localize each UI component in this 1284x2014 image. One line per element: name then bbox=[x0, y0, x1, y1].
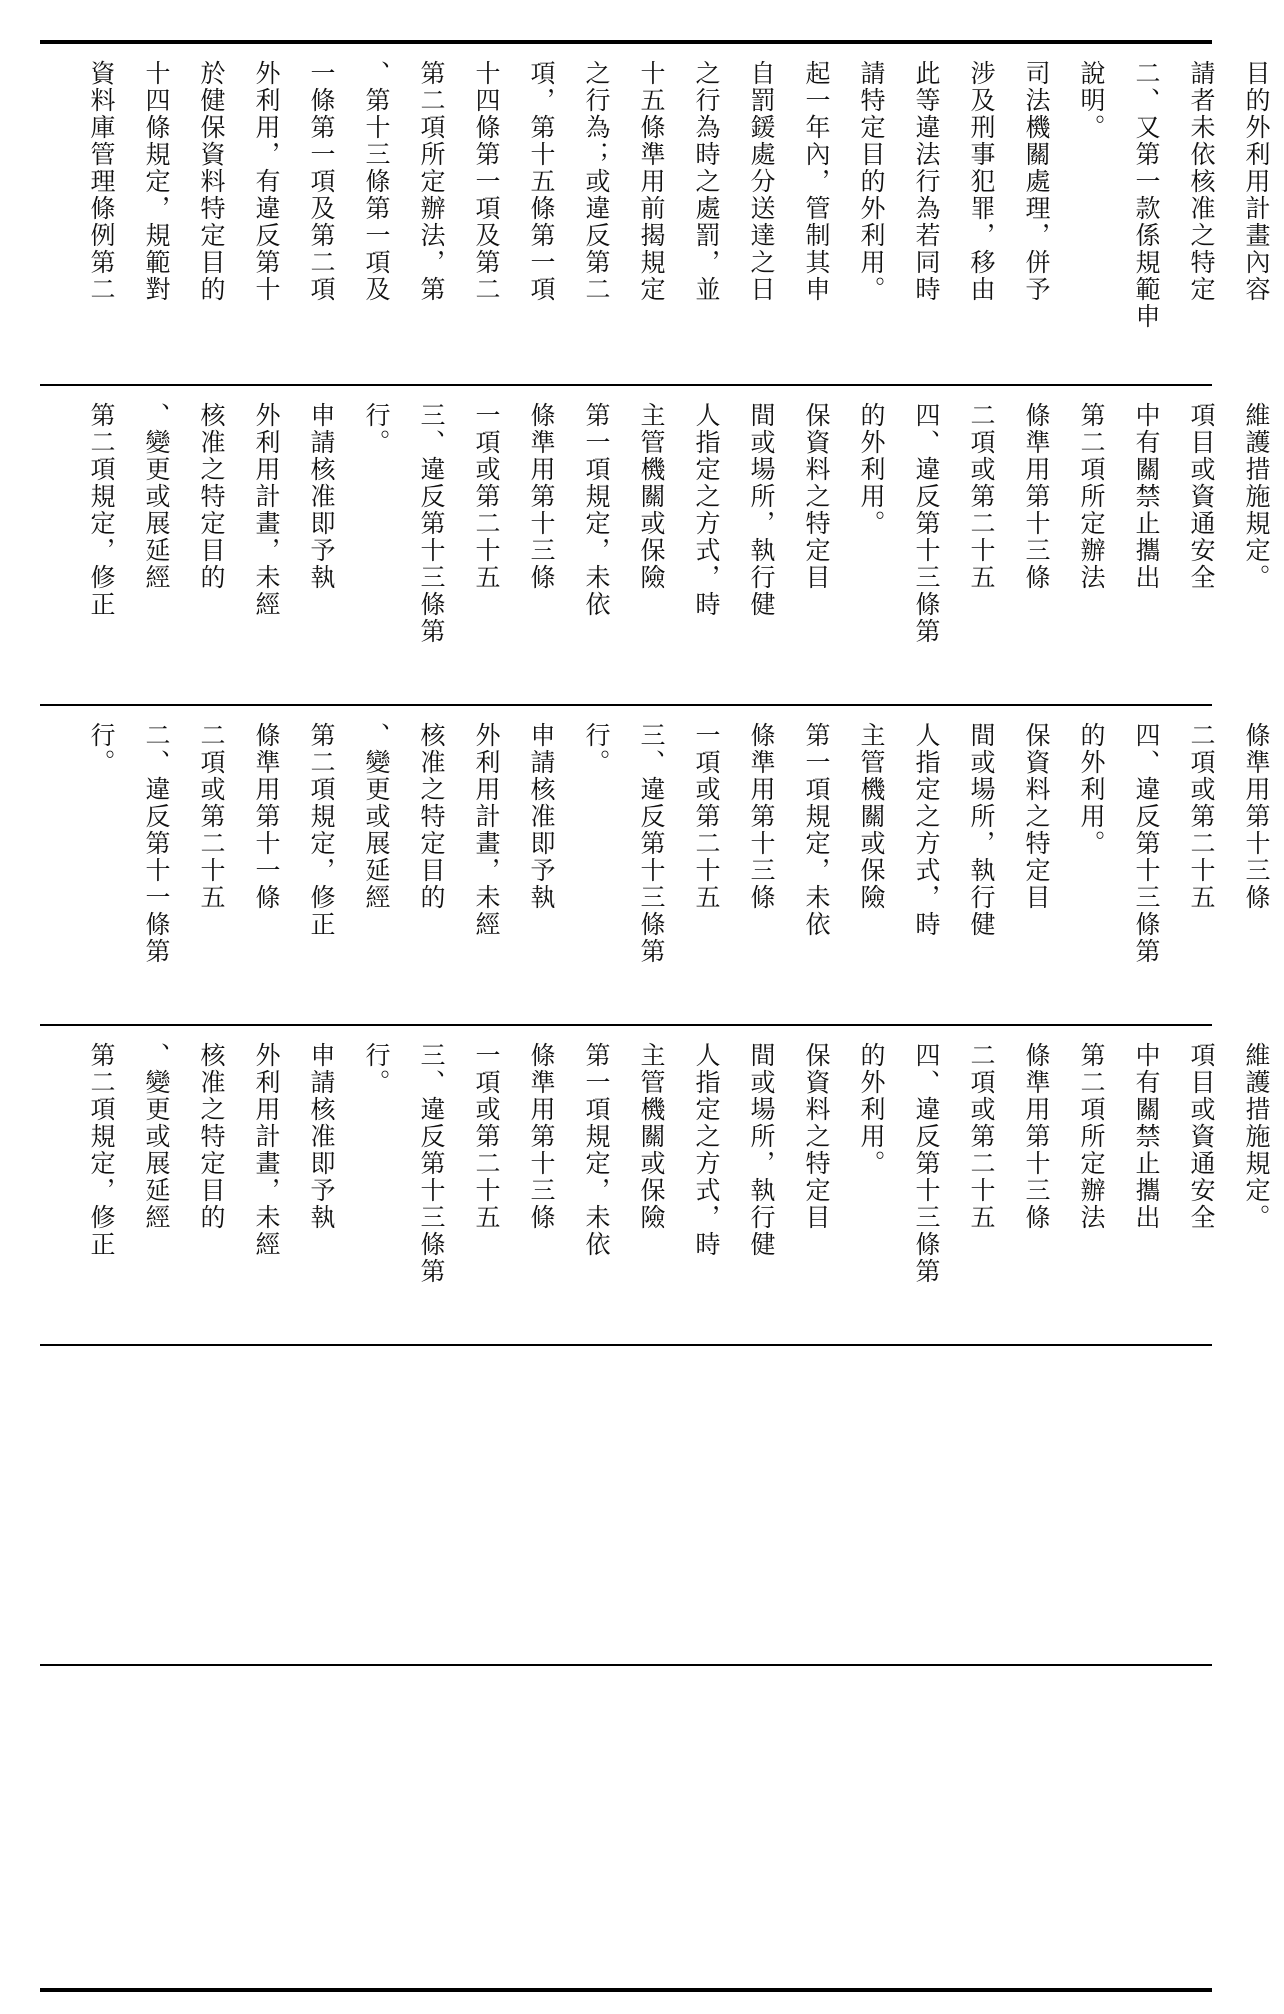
text-column: 中有關禁止攜出 bbox=[1132, 1042, 1161, 1231]
text-column: 三、違反第十三條第 bbox=[417, 1042, 446, 1285]
section-6-empty bbox=[40, 1666, 1212, 1984]
text-column: 之行為時之處罰，並 bbox=[692, 60, 721, 303]
text-column: 的外利用。 bbox=[1077, 722, 1106, 857]
text-column: 主管機關或保險 bbox=[637, 402, 666, 591]
section-4-columns bbox=[74, 1042, 1284, 1285]
text-column: 第二項所定辦法 bbox=[1077, 1042, 1106, 1231]
text-column: 自罰鍰處分送達之日 bbox=[747, 60, 776, 303]
text-column: 二項或第二十五 bbox=[197, 722, 226, 911]
text-column: 第二項所定辦法，第 bbox=[417, 60, 446, 303]
text-column: 中有關禁止攜出 bbox=[1132, 402, 1161, 591]
text-column: 二項或第二十五 bbox=[967, 402, 996, 591]
text-column: 起一年內，管制其申 bbox=[802, 60, 831, 303]
text-column: 條準用第十三條 bbox=[1022, 1042, 1051, 1231]
text-column: 行。 bbox=[362, 1042, 391, 1096]
text-column: 項目或資通安全 bbox=[1187, 402, 1216, 591]
text-column: 十四條第一項及第二 bbox=[472, 60, 501, 303]
text-column: 申請核准即予執 bbox=[307, 402, 336, 591]
text-column: 四、違反第十三條第 bbox=[912, 1042, 941, 1285]
text-column: 、變更或展延經 bbox=[142, 402, 171, 591]
text-column: 、變更或展延經 bbox=[362, 722, 391, 911]
text-column: 三、違反第十三條第 bbox=[417, 402, 446, 645]
text-column: 一項或第二十五 bbox=[692, 722, 721, 911]
section-5-empty bbox=[40, 1346, 1212, 1664]
text-column: 人指定之方式，時 bbox=[692, 1042, 721, 1258]
text-column: 主管機關或保險 bbox=[857, 722, 886, 911]
text-column: 項目或資通安全 bbox=[1187, 1042, 1216, 1231]
text-column: 第一項規定，未依 bbox=[582, 1042, 611, 1258]
text-column: 條準用第十三條 bbox=[1242, 722, 1271, 911]
text-column: 第一項規定，未依 bbox=[582, 402, 611, 618]
section-3-columns bbox=[74, 722, 1284, 965]
text-column: 維護措施規定。 bbox=[1242, 402, 1271, 591]
text-column: 第二項規定，修正 bbox=[87, 402, 116, 618]
text-column: 間或場所，執行健 bbox=[747, 402, 776, 618]
text-column: 項，第十五條第一項 bbox=[527, 60, 556, 303]
text-column: 第二項所定辦法 bbox=[1077, 402, 1106, 591]
text-column: 、變更或展延經 bbox=[142, 1042, 171, 1231]
text-column: 一項或第二十五 bbox=[472, 402, 501, 591]
text-column: 外利用計畫，未經 bbox=[252, 1042, 281, 1258]
bottom-rule bbox=[40, 1988, 1212, 1992]
text-column: 一條第一項及第二項 bbox=[307, 60, 336, 303]
text-column: 保資料之特定目 bbox=[802, 1042, 831, 1231]
section-2 bbox=[40, 386, 1271, 704]
text-column: 保資料之特定目 bbox=[802, 402, 831, 591]
text-column: 條準用第十三條 bbox=[527, 402, 556, 591]
text-column: 十四條規定，規範對 bbox=[142, 60, 171, 303]
text-column: 人指定之方式，時 bbox=[912, 722, 941, 938]
text-column: 第一項規定，未依 bbox=[802, 722, 831, 938]
text-column: 十五條準用前揭規定 bbox=[637, 60, 666, 303]
text-column: 行。 bbox=[582, 722, 611, 776]
text-column: 行。 bbox=[362, 402, 391, 456]
text-column: 條準用第十三條 bbox=[1022, 402, 1051, 591]
text-column: 條準用第十三條 bbox=[527, 1042, 556, 1231]
text-column: 外利用計畫，未經 bbox=[252, 402, 281, 618]
text-column: 一項或第二十五 bbox=[472, 1042, 501, 1231]
text-column: 核准之特定目的 bbox=[197, 402, 226, 591]
text-column: 核准之特定目的 bbox=[197, 1042, 226, 1231]
text-column: 第二項規定，修正 bbox=[307, 722, 336, 938]
text-column: 條準用第十三條 bbox=[747, 722, 776, 911]
text-column: 此等違法行為若同時 bbox=[912, 60, 941, 303]
text-column: 行。 bbox=[87, 722, 116, 776]
section-3 bbox=[40, 706, 1271, 1024]
text-column: 保資料之特定目 bbox=[1022, 722, 1051, 911]
text-column: 請特定目的外利用。 bbox=[857, 60, 886, 303]
section-1-columns bbox=[74, 60, 1284, 330]
text-column: 四、違反第十三條第 bbox=[1132, 722, 1161, 965]
text-column: 外利用，有違反第十 bbox=[252, 60, 281, 303]
text-column: 二項或第二十五 bbox=[1187, 722, 1216, 911]
text-column: 司法機關處理，併予 bbox=[1022, 60, 1051, 303]
text-column: 人指定之方式，時 bbox=[692, 402, 721, 618]
text-column: 維護措施規定。 bbox=[1242, 1042, 1271, 1231]
text-column: 間或場所，執行健 bbox=[747, 1042, 776, 1258]
text-column: 於健保資料特定目的 bbox=[197, 60, 226, 303]
text-column: 二、又第一款係規範申 bbox=[1132, 60, 1161, 330]
text-column: 條準用第十一條 bbox=[252, 722, 281, 911]
text-column: 的外利用。 bbox=[857, 1042, 886, 1177]
text-column: 資料庫管理條例第二 bbox=[87, 60, 116, 303]
section-4 bbox=[40, 1026, 1271, 1344]
text-column: 第二項規定，修正 bbox=[87, 1042, 116, 1258]
text-column: 核准之特定目的 bbox=[417, 722, 446, 911]
text-column: 申請核准即予執 bbox=[527, 722, 556, 911]
text-column: 間或場所，執行健 bbox=[967, 722, 996, 938]
section-1 bbox=[40, 44, 1271, 384]
text-column: 申請核准即予執 bbox=[307, 1042, 336, 1231]
text-column: 三、違反第十三條第 bbox=[637, 722, 666, 965]
text-column: 的外利用。 bbox=[857, 402, 886, 537]
text-column: 請者未依核准之特定 bbox=[1187, 60, 1216, 303]
text-column: 之行為；或違反第二 bbox=[582, 60, 611, 303]
text-column: 涉及刑事犯罪，移由 bbox=[967, 60, 996, 303]
text-column: 、第十三條第一項及 bbox=[362, 60, 391, 303]
text-column: 外利用計畫，未經 bbox=[472, 722, 501, 938]
text-column: 主管機關或保險 bbox=[637, 1042, 666, 1231]
text-column: 二項或第二十五 bbox=[967, 1042, 996, 1231]
text-column: 目的外利用計畫內容 bbox=[1242, 60, 1271, 303]
text-column: 二、違反第十一條第 bbox=[142, 722, 171, 965]
text-column: 四、違反第十三條第 bbox=[912, 402, 941, 645]
text-column: 說明。 bbox=[1077, 60, 1106, 141]
section-2-columns bbox=[74, 402, 1284, 645]
